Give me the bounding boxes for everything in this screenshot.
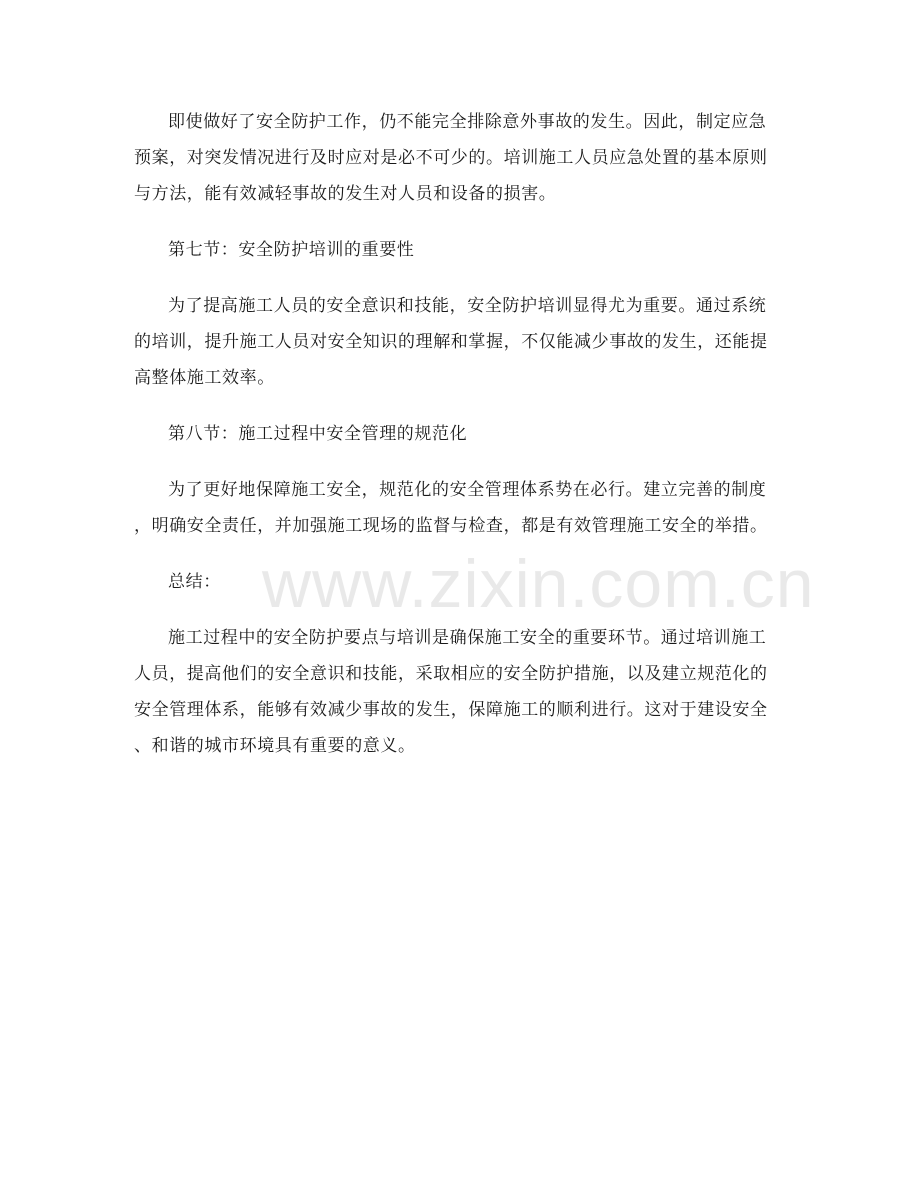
paragraph-emergency-plan: 即使做好了安全防护工作，仍不能完全排除意外事故的发生。因此，制定应急 预案，对突发情况进行及时应对是必不可少的。培训施工人员应急处置的基本原则 与方法，能有效减轻事故的发生对人员和设备的损害。	[134, 112, 768, 204]
section-heading-8: 第八节：施工过程中安全管理的规范化	[168, 424, 468, 444]
paragraph-summary: 施工过程中的安全防护要点与培训是确保施工安全的重要环节。通过培训施工 人员，提高他们的安全意识和技能，采取相应的安全防护措施，以及建立规范化的 安全管理体系，能够有效减少事故的发生，保障施工的顺利进行。这对于建设安全 、和谐的城市环境具有重要的意义。	[134, 628, 768, 756]
section-heading-7: 第七节：安全防护培训的重要性	[168, 240, 415, 260]
paragraph-training-importance: 为了提高施工人员的安全意识和技能，安全防护培训显得尤为重要。通过系统 的培训，提升施工人员对安全知识的理解和掌握，不仅能减少事故的发生，还能提 高整体施工效率。	[134, 296, 768, 388]
document-body	[134, 104, 815, 784]
summary-heading: 总结：	[168, 572, 221, 592]
watermark-text: www.zixin.com.cn	[262, 546, 815, 622]
paragraph-management-standardization: 为了更好地保障施工安全，规范化的安全管理体系势在必行。建立完善的制度 ，明确安全责任，并加强施工现场的监督与检查，都是有效管理施工安全的举措。	[134, 480, 768, 536]
